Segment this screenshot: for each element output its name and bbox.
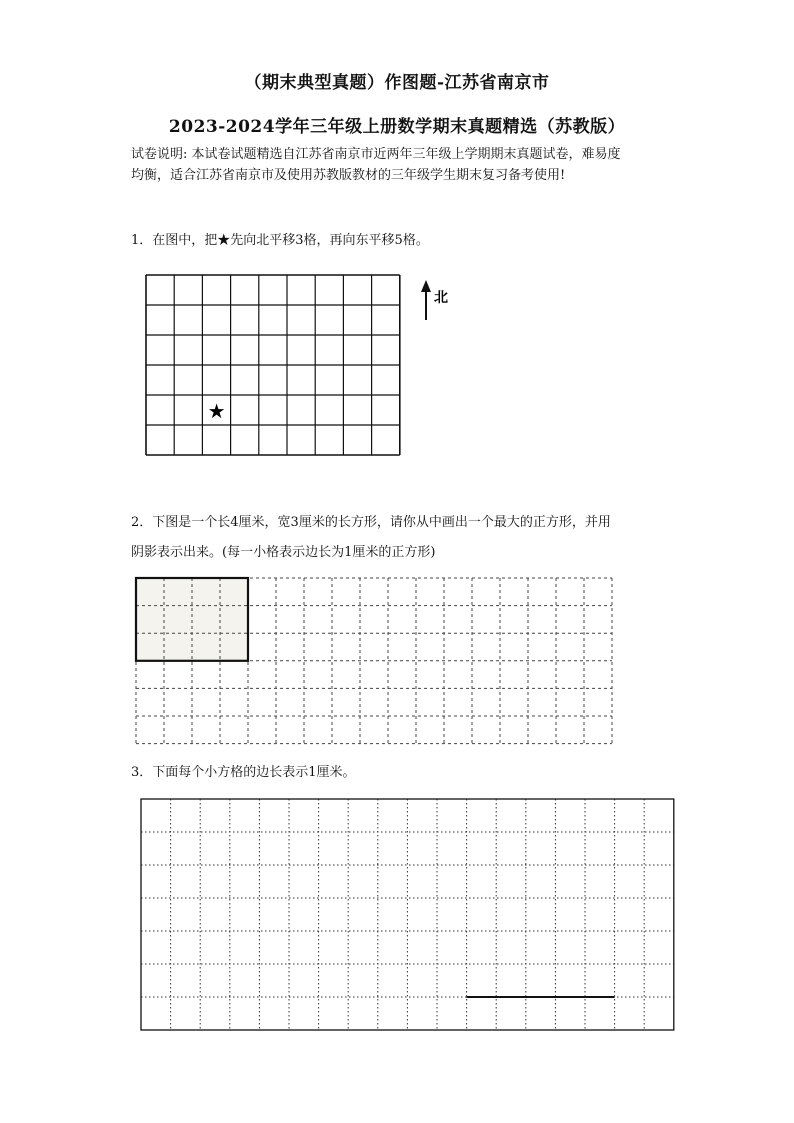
question-1-grid[interactable] xyxy=(146,275,400,455)
north-arrow-icon xyxy=(421,280,431,320)
question-1-text: 1．在图中，把★先向北平移3格，再向东平移5格。 xyxy=(131,233,429,248)
north-label: 北 xyxy=(434,290,448,306)
star-icon: ★ xyxy=(207,399,226,423)
instructions-line-1: 试卷说明: 本试卷试题精选自江苏省南京市近两年三年级上学期期末真题试卷，难易度 xyxy=(131,147,621,162)
instructions-line-2: 均衡，适合江苏省南京市及使用苏教版教材的三年级学生期末复习备考使用! xyxy=(131,168,566,183)
question-2-grid[interactable] xyxy=(136,578,612,744)
question-2-text-line-2: 阴影表示出来。(每一小格表示边长为1厘米的正方形) xyxy=(131,545,436,560)
page-title: （期末典型真题）作图题-江苏省南京市 xyxy=(244,73,550,93)
question-3-grid[interactable] xyxy=(141,799,674,1030)
question-3-text: 3．下面每个小方格的边长表示1厘米。 xyxy=(131,765,356,780)
page-subtitle: 2023-2024学年三年级上册数学期末真题精选（苏教版） xyxy=(168,117,626,137)
question-2-text-line-1: 2．下图是一个长4厘米，宽3厘米的长方形，请你从中画出一个最大的正方形，并用 xyxy=(131,515,611,530)
